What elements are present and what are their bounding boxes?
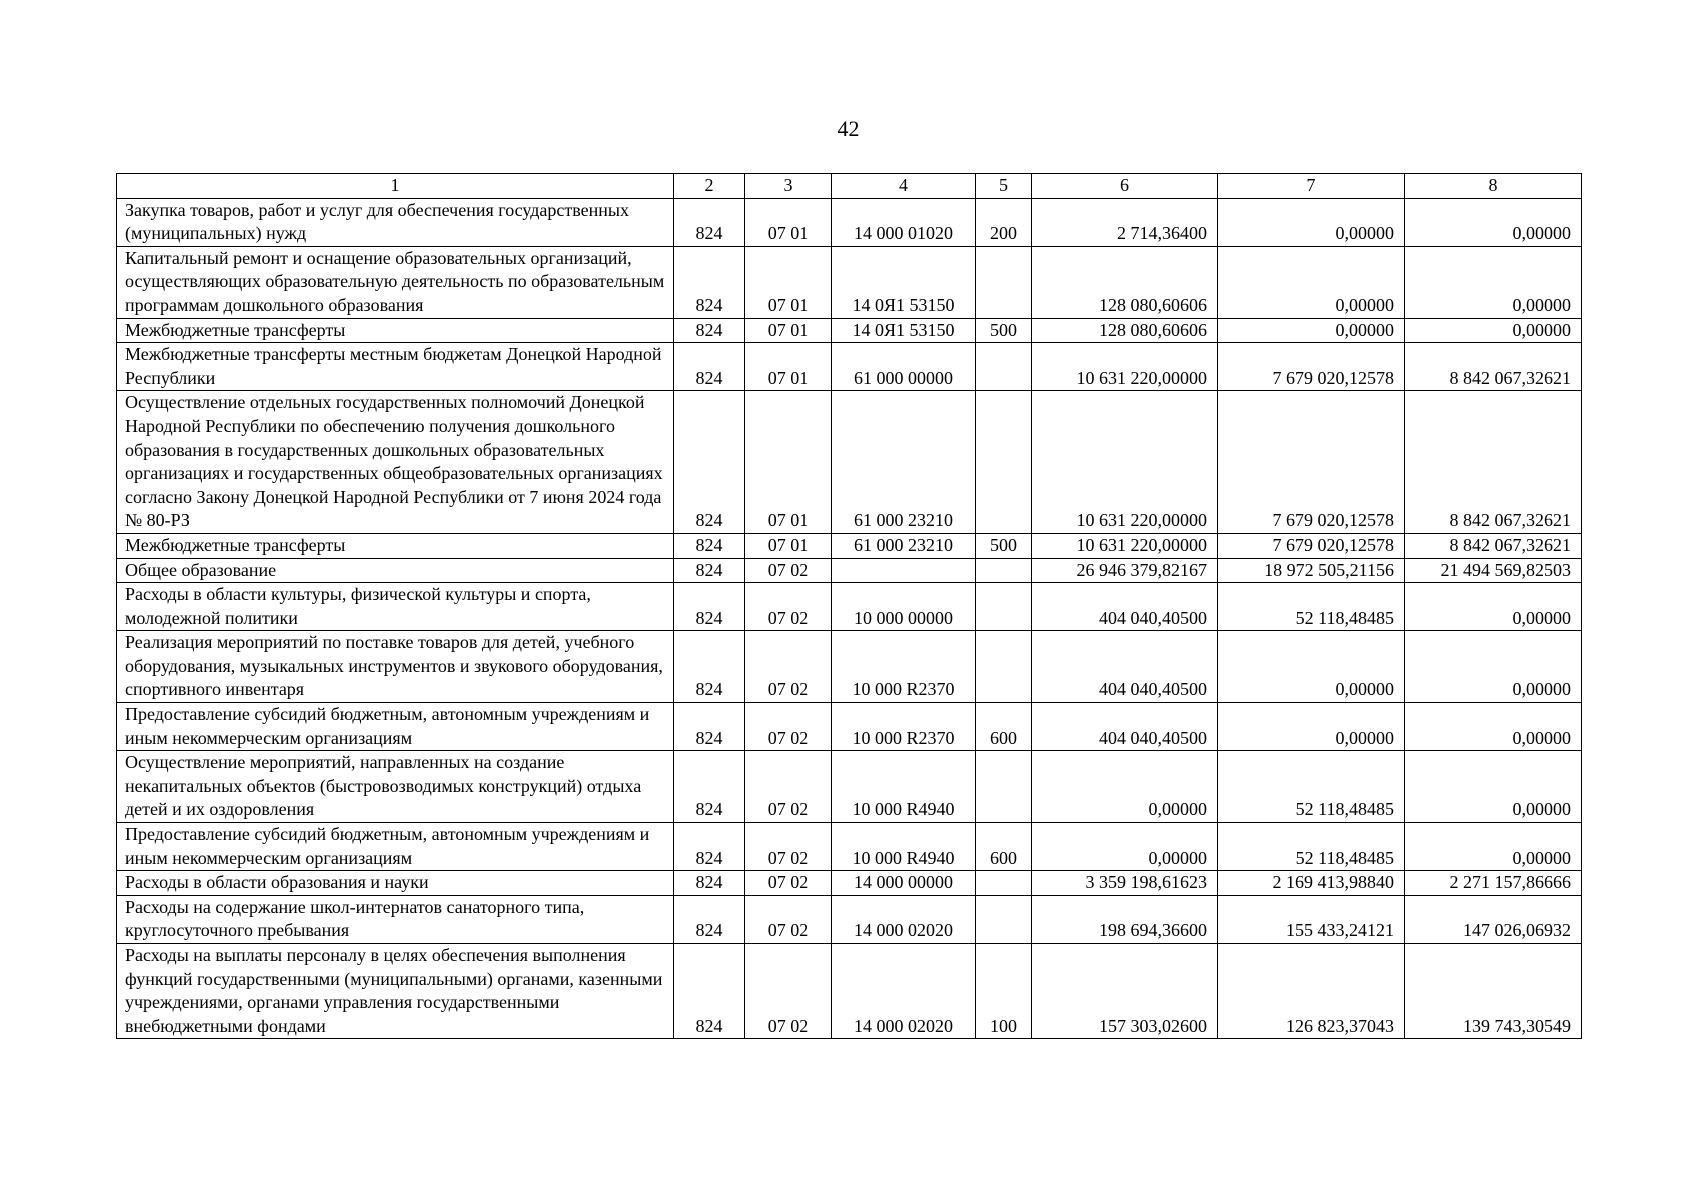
row-name: Предоставление субсидий бюджетным, автономным учреждениям и иным некоммерческим организациям xyxy=(117,823,674,871)
row-vr xyxy=(976,895,1032,943)
header-row xyxy=(117,174,1582,199)
page-number: 42 xyxy=(837,116,860,141)
row-gr: 824 xyxy=(674,198,745,246)
row-sum-3: 0,00000 xyxy=(1405,823,1582,871)
row-sum-2: 0,00000 xyxy=(1218,631,1405,703)
row-gr: 824 xyxy=(674,343,745,391)
row-sum-2: 52 118,48485 xyxy=(1218,751,1405,823)
table-row xyxy=(117,871,1582,896)
row-sum-3: 0,00000 xyxy=(1405,583,1582,631)
row-cs: 10 000 R2370 xyxy=(832,703,976,751)
row-cs: 10 000 R4940 xyxy=(832,751,976,823)
table-row xyxy=(117,558,1582,583)
row-name: Межбюджетные трансферты местным бюджетам Донецкой Народной Республики xyxy=(117,343,674,391)
row-rz: 07 01 xyxy=(745,391,832,534)
row-rz: 07 01 xyxy=(745,343,832,391)
row-cs: 61 000 23210 xyxy=(832,533,976,558)
table-row xyxy=(117,583,1582,631)
row-cs: 14 000 02020 xyxy=(832,895,976,943)
row-sum-1: 198 694,36600 xyxy=(1032,895,1218,943)
header-col-2: 2 xyxy=(674,174,745,199)
row-sum-3: 0,00000 xyxy=(1405,198,1582,246)
row-rz: 07 02 xyxy=(745,751,832,823)
row-sum-2: 126 823,37043 xyxy=(1218,944,1405,1039)
row-vr: 200 xyxy=(976,198,1032,246)
row-vr xyxy=(976,558,1032,583)
row-gr: 824 xyxy=(674,823,745,871)
row-sum-2: 52 118,48485 xyxy=(1218,823,1405,871)
row-rz: 07 01 xyxy=(745,198,832,246)
row-name: Межбюджетные трансферты xyxy=(117,318,674,343)
row-gr: 824 xyxy=(674,391,745,534)
row-cs: 14 000 01020 xyxy=(832,198,976,246)
header-col-4: 4 xyxy=(832,174,976,199)
row-vr xyxy=(976,751,1032,823)
row-gr: 824 xyxy=(674,703,745,751)
row-sum-1: 404 040,40500 xyxy=(1032,583,1218,631)
row-sum-3: 147 026,06932 xyxy=(1405,895,1582,943)
row-name: Общее образование xyxy=(117,558,674,583)
row-sum-1: 26 946 379,82167 xyxy=(1032,558,1218,583)
row-rz: 07 02 xyxy=(745,944,832,1039)
row-sum-1: 10 631 220,00000 xyxy=(1032,533,1218,558)
row-sum-2: 155 433,24121 xyxy=(1218,895,1405,943)
row-rz: 07 01 xyxy=(745,246,832,318)
table-row xyxy=(117,533,1582,558)
row-rz: 07 02 xyxy=(745,703,832,751)
row-vr: 600 xyxy=(976,703,1032,751)
row-cs: 14 0Я1 53150 xyxy=(832,318,976,343)
row-sum-3: 21 494 569,82503 xyxy=(1405,558,1582,583)
row-sum-2: 0,00000 xyxy=(1218,703,1405,751)
row-vr: 600 xyxy=(976,823,1032,871)
row-cs: 61 000 23210 xyxy=(832,391,976,534)
row-sum-2: 7 679 020,12578 xyxy=(1218,343,1405,391)
row-name: Расходы в области образования и науки xyxy=(117,871,674,896)
header-col-5: 5 xyxy=(976,174,1032,199)
budget-table xyxy=(116,173,1582,1039)
row-sum-2: 7 679 020,12578 xyxy=(1218,533,1405,558)
row-sum-3: 8 842 067,32621 xyxy=(1405,391,1582,534)
row-vr xyxy=(976,631,1032,703)
row-gr: 824 xyxy=(674,558,745,583)
row-sum-1: 128 080,60606 xyxy=(1032,246,1218,318)
row-vr: 500 xyxy=(976,533,1032,558)
row-gr: 824 xyxy=(674,246,745,318)
row-cs: 14 000 00000 xyxy=(832,871,976,896)
row-sum-1: 10 631 220,00000 xyxy=(1032,343,1218,391)
table-row xyxy=(117,823,1582,871)
row-gr: 824 xyxy=(674,583,745,631)
row-sum-3: 2 271 157,86666 xyxy=(1405,871,1582,896)
row-sum-1: 157 303,02600 xyxy=(1032,944,1218,1039)
table-row xyxy=(117,198,1582,246)
row-sum-3: 0,00000 xyxy=(1405,318,1582,343)
row-vr: 500 xyxy=(976,318,1032,343)
row-sum-1: 0,00000 xyxy=(1032,751,1218,823)
row-sum-1: 10 631 220,00000 xyxy=(1032,391,1218,534)
header-col-6: 6 xyxy=(1032,174,1218,199)
row-rz: 07 02 xyxy=(745,823,832,871)
table-row xyxy=(117,391,1582,534)
row-sum-3: 0,00000 xyxy=(1405,631,1582,703)
row-name: Расходы на выплаты персоналу в целях обеспечения выполнения функций государственными (муниципальными) органами, казенными учреждениями, органами управления государственными внебюджетными фондами xyxy=(117,944,674,1039)
row-sum-3: 0,00000 xyxy=(1405,246,1582,318)
row-name: Осуществление мероприятий, направленных на создание некапитальных объектов (быстровозводимых конструкций) отдыха детей и их оздоровления xyxy=(117,751,674,823)
table-row xyxy=(117,631,1582,703)
table-row xyxy=(117,703,1582,751)
row-gr: 824 xyxy=(674,871,745,896)
row-sum-1: 404 040,40500 xyxy=(1032,703,1218,751)
row-sum-1: 0,00000 xyxy=(1032,823,1218,871)
row-sum-2: 2 169 413,98840 xyxy=(1218,871,1405,896)
header-col-7: 7 xyxy=(1218,174,1405,199)
row-vr xyxy=(976,343,1032,391)
row-sum-2: 0,00000 xyxy=(1218,318,1405,343)
row-name: Предоставление субсидий бюджетным, автономным учреждениям и иным некоммерческим организациям xyxy=(117,703,674,751)
row-gr: 824 xyxy=(674,895,745,943)
table-row xyxy=(117,343,1582,391)
header-col-3: 3 xyxy=(745,174,832,199)
row-sum-3: 8 842 067,32621 xyxy=(1405,533,1582,558)
row-vr xyxy=(976,871,1032,896)
row-rz: 07 02 xyxy=(745,583,832,631)
row-vr xyxy=(976,246,1032,318)
row-rz: 07 02 xyxy=(745,631,832,703)
table-row xyxy=(117,751,1582,823)
table-row xyxy=(117,318,1582,343)
table-row xyxy=(117,944,1582,1039)
row-cs: 14 0Я1 53150 xyxy=(832,246,976,318)
row-sum-2: 18 972 505,21156 xyxy=(1218,558,1405,583)
row-name: Капитальный ремонт и оснащение образовательных организаций, осуществляющих образовательную деятельность по образовательным программам дошкольного образования xyxy=(117,246,674,318)
row-name: Расходы на содержание школ-интернатов санаторного типа, круглосуточного пребывания xyxy=(117,895,674,943)
row-sum-2: 7 679 020,12578 xyxy=(1218,391,1405,534)
row-sum-3: 139 743,30549 xyxy=(1405,944,1582,1039)
row-cs xyxy=(832,558,976,583)
row-name: Осуществление отдельных государственных полномочий Донецкой Народной Республики по обеспечению получения дошкольного образования в государственных дошкольных образовательных организациях и государственных общеобразовательных организациях согласно Закону Донецкой Народной Республики от 7 июня 2024 года № 80-РЗ xyxy=(117,391,674,534)
row-cs: 14 000 02020 xyxy=(832,944,976,1039)
table-row xyxy=(117,895,1582,943)
header-col-8: 8 xyxy=(1405,174,1582,199)
row-vr: 100 xyxy=(976,944,1032,1039)
row-sum-2: 0,00000 xyxy=(1218,198,1405,246)
row-gr: 824 xyxy=(674,944,745,1039)
row-name: Расходы в области культуры, физической культуры и спорта, молодежной политики xyxy=(117,583,674,631)
row-gr: 824 xyxy=(674,631,745,703)
row-sum-3: 8 842 067,32621 xyxy=(1405,343,1582,391)
table-row xyxy=(117,246,1582,318)
row-gr: 824 xyxy=(674,318,745,343)
row-cs: 61 000 00000 xyxy=(832,343,976,391)
row-rz: 07 01 xyxy=(745,533,832,558)
row-sum-1: 3 359 198,61623 xyxy=(1032,871,1218,896)
header-col-1: 1 xyxy=(117,174,674,199)
row-rz: 07 02 xyxy=(745,558,832,583)
row-sum-2: 52 118,48485 xyxy=(1218,583,1405,631)
row-vr xyxy=(976,583,1032,631)
row-rz: 07 02 xyxy=(745,871,832,896)
row-name: Межбюджетные трансферты xyxy=(117,533,674,558)
row-rz: 07 02 xyxy=(745,895,832,943)
row-cs: 10 000 00000 xyxy=(832,583,976,631)
row-sum-3: 0,00000 xyxy=(1405,703,1582,751)
row-cs: 10 000 R4940 xyxy=(832,823,976,871)
row-vr xyxy=(976,391,1032,534)
row-sum-3: 0,00000 xyxy=(1405,751,1582,823)
row-name: Закупка товаров, работ и услуг для обеспечения государственных (муниципальных) нужд xyxy=(117,198,674,246)
row-gr: 824 xyxy=(674,533,745,558)
row-sum-1: 404 040,40500 xyxy=(1032,631,1218,703)
row-name: Реализация мероприятий по поставке товаров для детей, учебного оборудования, музыкальных инструментов и звукового оборудования, спортивного инвентаря xyxy=(117,631,674,703)
row-sum-2: 0,00000 xyxy=(1218,246,1405,318)
row-gr: 824 xyxy=(674,751,745,823)
row-cs: 10 000 R2370 xyxy=(832,631,976,703)
row-rz: 07 01 xyxy=(745,318,832,343)
row-sum-1: 128 080,60606 xyxy=(1032,318,1218,343)
row-sum-1: 2 714,36400 xyxy=(1032,198,1218,246)
